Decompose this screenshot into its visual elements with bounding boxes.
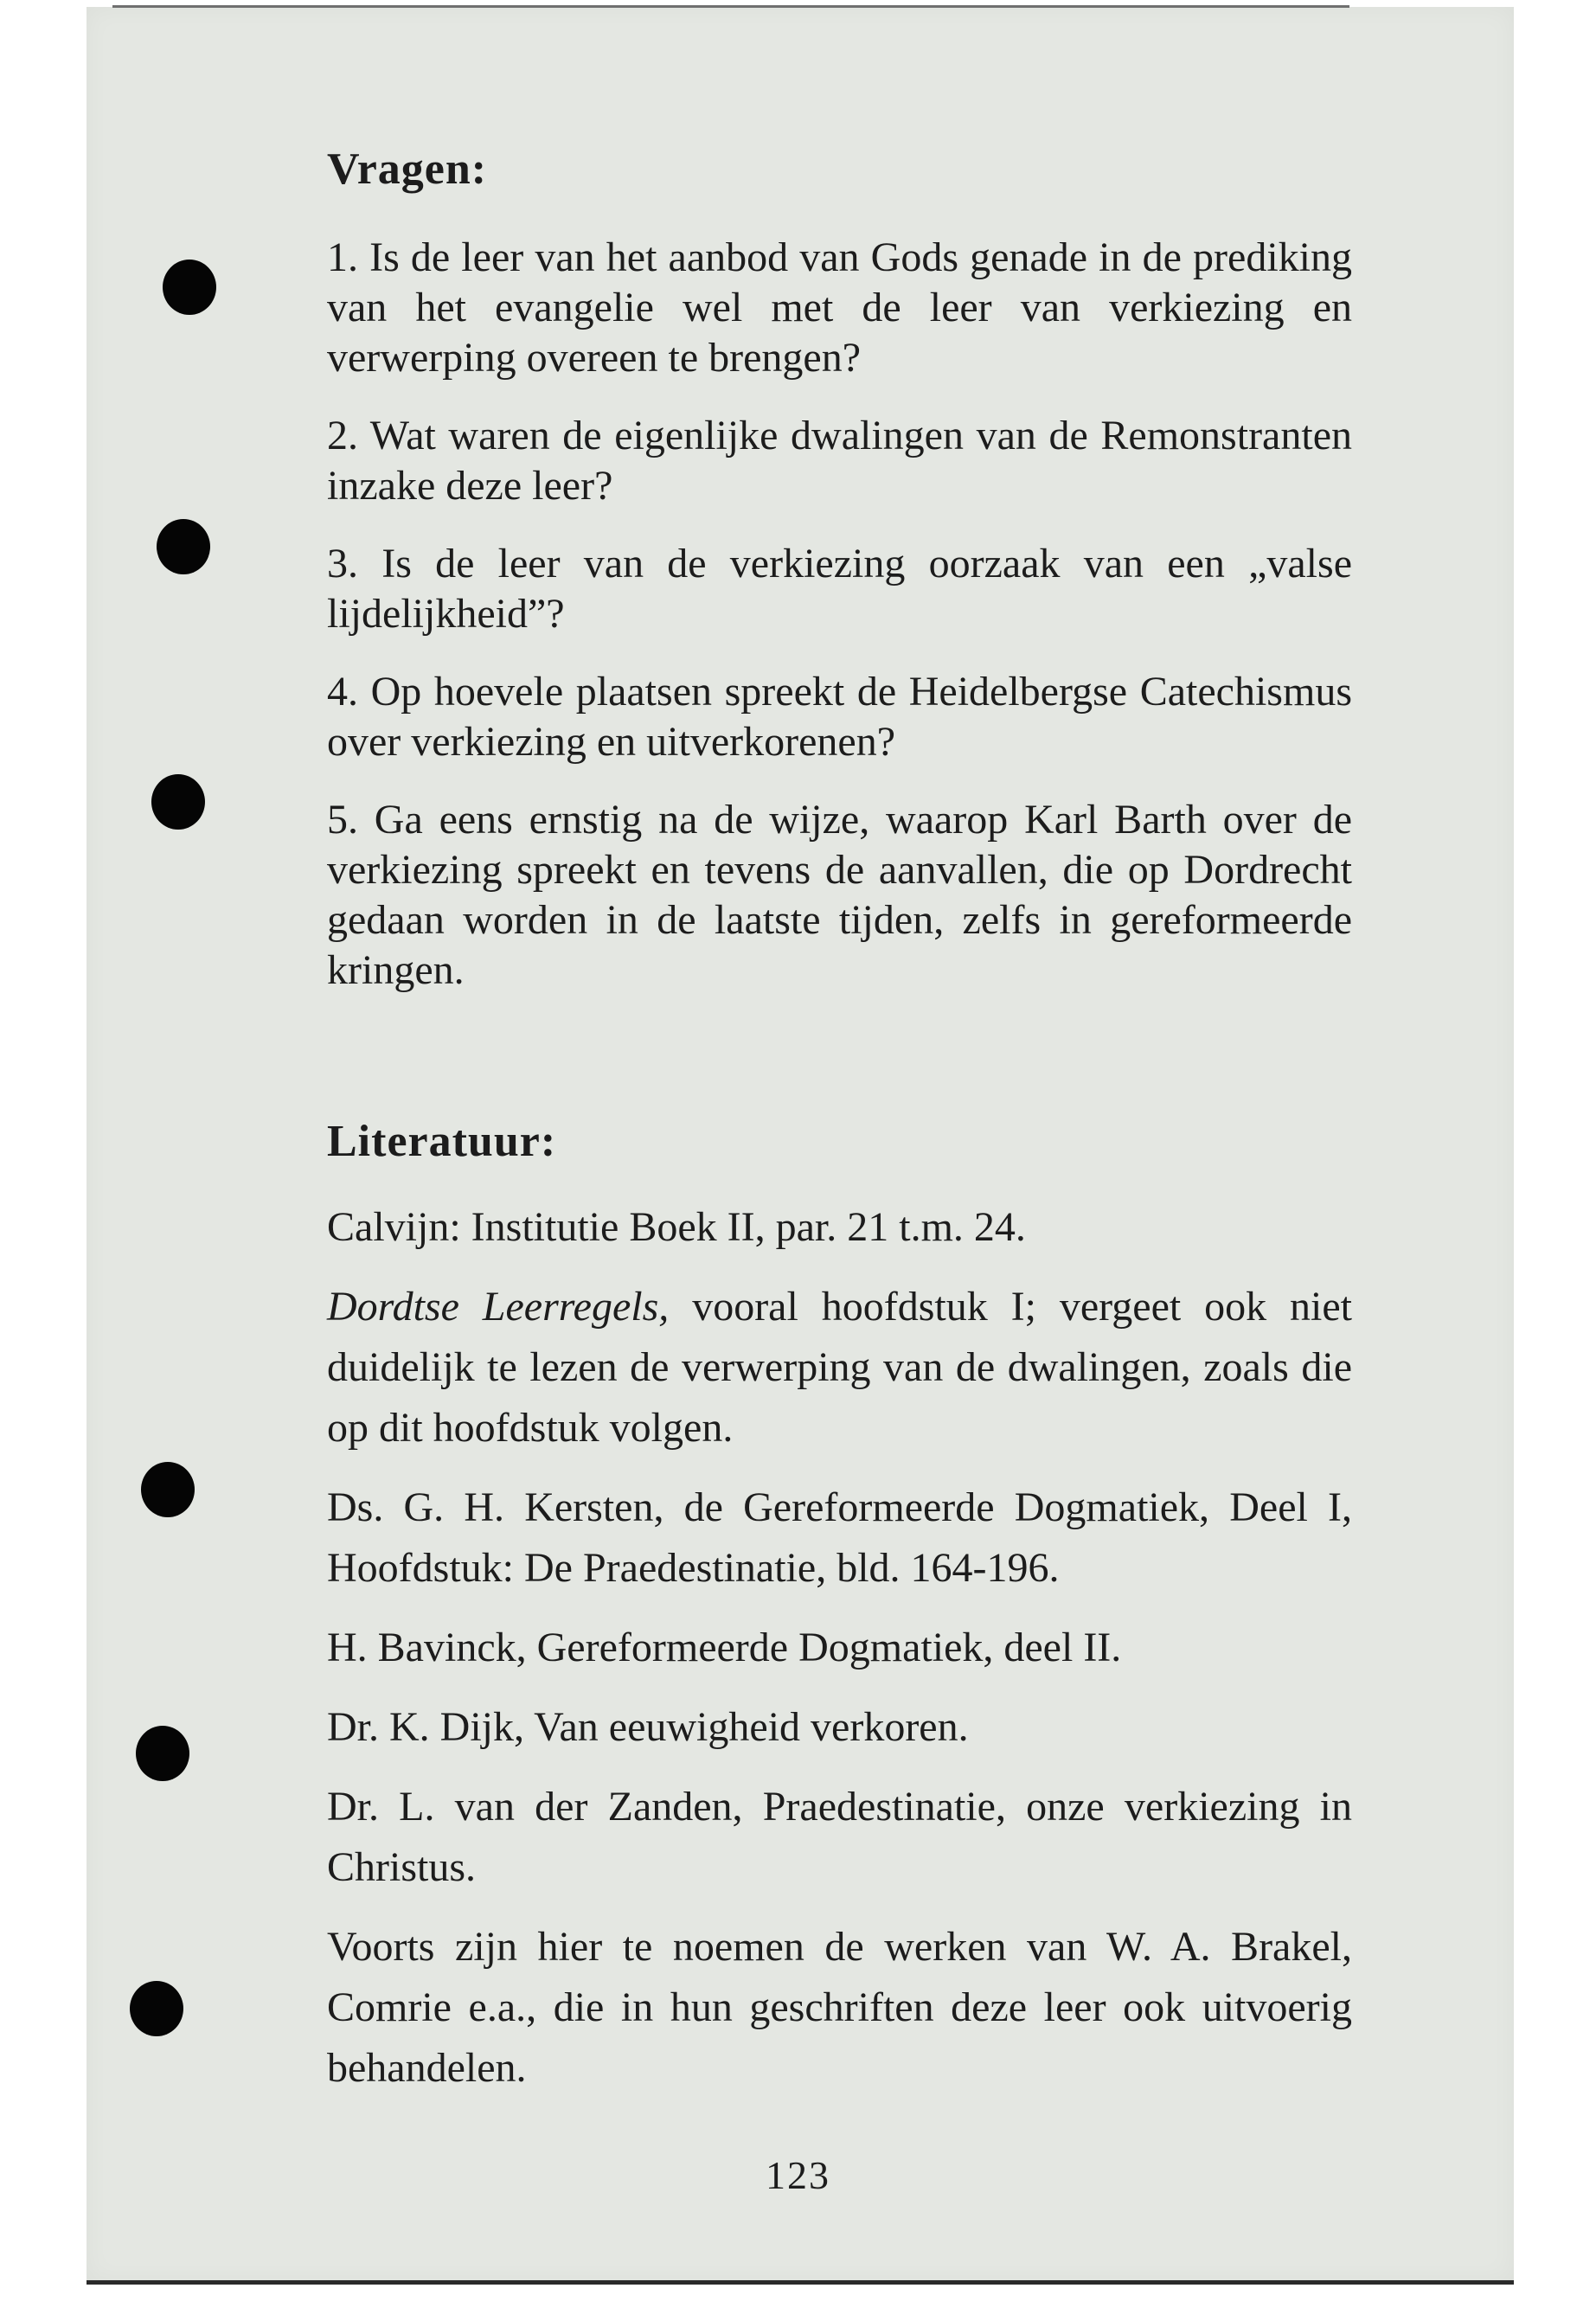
bottom-page-edge [87, 2280, 1514, 2285]
binder-hole-5 [136, 1726, 189, 1781]
question-2: 2. Wat waren de eigenlijke dwalingen van de Remonstranten inzake deze leer? [327, 413, 1352, 510]
literature-heading: Literatuur: [327, 1117, 557, 1167]
question-1: 1. Is de leer van het aanbod van Gods genade in de prediking van het evangelie wel met de leer van verkiezing en verwerping overeen te brengen? [327, 234, 1352, 381]
text-column [327, 143, 1352, 2099]
reference-dijk: Dr. K. Dijk, Van eeuwigheid verkoren. [327, 1703, 969, 1750]
question-3: 3. Is de leer van de verkiezing oorzaak van een „valse lijdelijkheid”? [327, 541, 1352, 638]
top-page-edge [112, 5, 1349, 8]
binder-hole-3 [151, 774, 205, 830]
question-4: 4. Op hoevele plaatsen spreekt de Heidelbergse Catechismus over verkiezing en uitverkorenen? [327, 669, 1352, 766]
questions-heading: Vragen: [327, 144, 488, 194]
reference-kersten: Ds. G. H. Kersten, de Gereformeerde Dogmatiek, Deel I, Hoofdstuk: De Praedestinatie, bld. 164-196. [327, 1484, 1352, 1591]
binder-hole-1 [163, 260, 216, 315]
reference-calvin: Calvijn: Institutie Boek II, par. 21 t.m. 24. [327, 1203, 1026, 1250]
reference-bavinck: H. Bavinck, Gereformeerde Dogmatiek, deel II. [327, 1624, 1122, 1670]
reference-van-der-zanden: Dr. L. van der Zanden, Praedestinatie, onze verkiezing in Christus. [327, 1783, 1352, 1890]
reference-dordt [327, 1277, 1352, 1458]
reference-voorts: Voorts zijn hier te noemen de werken van W. A. Brakel, Comrie e.a., die in hun geschriften deze leer ook uitvoerig behandelen. [327, 1923, 1352, 2091]
dordt-description: vooral hoofdstuk I; vergeet ook niet duidelijk te lezen de verwerping van de dwalingen, zoals die op dit hoofdstuk volgen. [327, 1283, 1352, 1451]
binder-hole-4 [141, 1462, 195, 1517]
question-5: 5. Ga eens ernstig na de wijze, waarop Karl Barth over de verkiezing spreekt en tevens de aanvallen, die op Dordrecht gedaan worden in de laatste tijden, zelfs in gereformeerde kringen. [327, 797, 1352, 994]
binder-hole-6 [130, 1981, 183, 2036]
page-number: 123 [766, 2153, 830, 2197]
dordt-title: Dordtse Leerregels, [327, 1283, 670, 1330]
binder-hole-2 [157, 519, 210, 574]
